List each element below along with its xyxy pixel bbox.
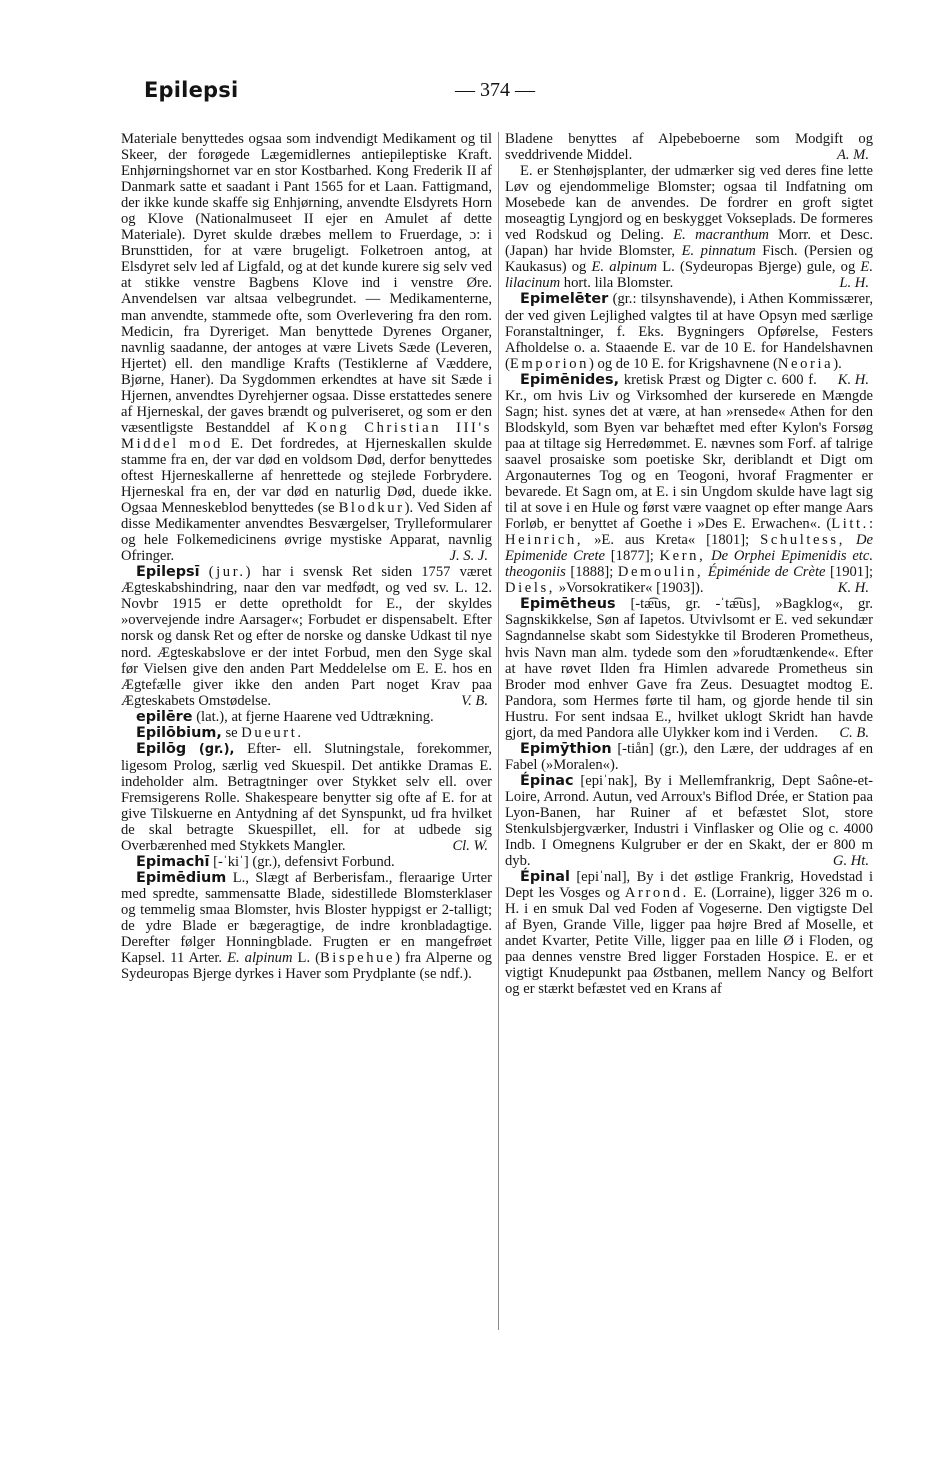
right-column [505, 131, 873, 998]
entry-epinac: Épinac [epiˈnak], By i Mellemfrankrig, Dept Saône-et-Loire, Arrond. Autun, ved Arroux's Biflod Drée, er Station paa Lyon-Banen, har Ruiner af et befæstet Slot, store Stenkulsbjergværker, Industri i Vinflasker og Olie og c. 4000 Indb. I Omegnens Kulgruber er der en Skakt, der er 800 m dyb. G. Ht. [505, 772, 873, 870]
headword: Epilepsī [136, 564, 200, 581]
entry-epilere: epilēre (lat.), at fjerne Haarene ved Udtrækning. [136, 708, 434, 725]
headword: Epimētheus [520, 596, 616, 613]
headword: Epimachī [136, 854, 210, 871]
cross-reference: Arrond. [624, 885, 689, 902]
entry-epimedium-continued: Bladene benyttes af Alpebeboerne som Modgift og sveddrivende Middel. A. M. [505, 131, 873, 164]
entry-epilobium: Epilōbium, se Dueurt. [136, 724, 304, 741]
left-column [121, 131, 492, 982]
author-signature: A. M. [836, 147, 869, 164]
author-signature: K. H. [837, 371, 869, 388]
entry-epimedium-horticulture: E. er Stenhøjsplanter, der udmærker sig ved deres fine lette Løv og ejendommelige Blomster; ogsaa til Indfatning om Mosebede kan de anvendes. De fordrer en groft sigtet moseagtig Lyngjord og en beskygget Vokseplads. De formeres ved Rodskud og Deling. E. macranthum Morr. et Desc. (Japan) har hvide Blomster, E. pinnatum Fisch. (Persien og Kaukasus) og E. alpinum L. (Sydeuropas Bjerge) gule, og E. lilacinum hort. lila Blomster. L. H. [505, 163, 873, 292]
entry-epilepsi-continued: Materiale benyttedes ogsaa som indvendigt Medikament og til Skeer, der forøgede Lægemidlernes antiepileptiske Kraft. Enhjørningshornet var en stor Kostbarhed. Kong Frederik II af Danmark satte et saadant i Pant 1565 for et Laan. Fattigmand, der ikke kunde skaffe sig Enhjørning, anvendte Elsdyrets Horn og Klove (Nationalmuseet II ejer en Amulet af dette Materiale). Dyret skulde dræbes mellem to Fruerdage, ɔ: i Brunsttiden, for at være brugeligt. Folketroen antog, at Elsdyret selv led af Ligfald, og at det kunde kurere sig selv ved at stikke venstre Bagbens Klove ind i venstre Øre. Anvendelsen var altsaa velbegrundet. — Medikamenterne, man anvendte, stammede ofte, som Overlevering fra den rom. Medicin, fra Dyreriget. Man benyttede Dyrenes Organer, navnlig saadanne, der antoges at være Livets Sæde (Leveren, Hjertet) ell. den mandlige Krafts (Testiklerne af Væddere, Bjørne, Haner). Da Sygdommen erkendtes at have sit Sæde i Hjernen, anvendtes Dyrehjerner ogsaa. Disse erstattedes senere af Hjerneskal, der gaves brændt og pulveriseret, og som er den væsentligste Bestanddel af Kong Christian III's Middel mod E. Det fordredes, at Hjerneskallen skulde stamme fra en, der var død en voldsom Død, derfor benyttedes oftest Hjerneskallerne af henrettede og stejlede Forbrydere. Hjerneskal fra en, der var død en naturlig Død, duede ikke. Ogsaa Menneskeblod benyttedes (se Blodkur). Ved Siden af disse Medikamenter anvendtes Besværgelser, Trylleformularer og hele Folkemedicinens øvrige mystiske Apparat, navnlig Ofringer. J. S. J. [121, 131, 492, 565]
author-signature: G. Ht. [832, 853, 869, 870]
entry-epimedium: Epimēdium L., Slægt af Berberisfam., fleraarige Urter med spredte, sammensatte Blade, sidestillede Blomsterklaser og temmelig smaa Blomster, hvis Bloster hyppigst er 2-talligt; de ydre Blade er bægeragtige, de indre kronbladagtige. Derefter følger Honningblade. Frugten er en mangefrøet Kapsel. 11 Arter. E. alpinum L. (Bispehue) fra Alperne og Sydeuropas Bjerge dyrkes i Haver som Prydplante (se ndf.). [121, 870, 492, 983]
entry-epilepsi-jur: Epilepsī (jur.) har i svensk Ret siden 1757 været Ægteskabshindring, naar den var medfødt, og ved sv. L. 12. Novbr 1915 er dette opretholdt for E., der skyldes »overvejende indre Aarsager«; Forbudet er dispensabelt. Efter norsk og dansk Ret og efter de norske og danske Udkast til nye nord. Ægteskabslove er der intet Forbud, men den Syge skal før Vielsen give den anden Part Meddelelse om E. E. hos en Ægtefælle giver ikke den anden Part noget Krav paa Ægteskabets Omstødelse. V. B. [121, 564, 492, 709]
entry-epimenides: Epimēnides, kretisk Præst og Digter c. 600 f. Kr., om hvis Liv og Virksomhed der kurserede en Mængde Sagn; hist. synes det at være, at han »rensede« Athen for den Blodskyld, som Byen var behæftet med efter Kylon's Forsøg paa at tiltage sig Herredømmet. E. nævnes som Forf. af talrige saavel prosaiske som poetiske Skr, deriblandt et Digt om Argonauternes Tog og en Teogoni, hvoraf Fragmenter er bevarede. Et Sagn om, at E. i sin Ungdom skulde have lagt sig til at sove i en Hule og først være vaagnet op efter mange Aars Forløb, er benyttet af Goethe i »Des E. Erwachen«. (Litt.: Heinrich, »E. aus Kreta« [1801]; Schultess, De Epimenide Crete [1877]; Kern, De Orphei Epimenidis etc. theogoniis [1888]; Demoulin, Épiménide de Crète [1901]; Diels, »Vorsokratiker« [1903]). K. H. [505, 371, 873, 597]
cross-reference: Bispehue [319, 950, 396, 967]
headword: Épinac [520, 772, 574, 789]
running-head: Epilepsi [144, 78, 239, 102]
headword: Epilōbium, [136, 724, 222, 741]
author-signature: L. H. [839, 275, 869, 292]
entry-epimythion: Epimȳthion [-tiån] (gr.), den Lære, der uddrages af en Fabel (»Moralen«). [505, 740, 873, 773]
headword: Epimēdium [136, 870, 227, 887]
column-divider [498, 132, 499, 1330]
cross-reference: Blodkur [338, 500, 405, 517]
headword: Epimelēter [520, 291, 609, 308]
headword: Epilōg [136, 740, 187, 757]
entry-epimeleter: Epimelēter (gr.: tilsynshavende), i Athen Kommissærer, der ved given Lejlighed valgtes til at have Opsyn med særlige Foranstaltninger, f. Eks. Bygningers Opførelse, Festers Afholdelse o. a. Staaende E. var de 10 E. for Handelshavnen (Emporion) og de 10 E. for Krigshavnene (Neoria). K. H. [505, 291, 873, 388]
page-header [120, 78, 878, 108]
headword: Epimȳthion [520, 740, 612, 757]
cross-reference: Dueurt. [241, 724, 304, 741]
author-signature: C. B. [839, 724, 869, 741]
entry-epimachi: Epimachī [-ˈkiˈ] (gr.), defensivt Forbund. [136, 854, 395, 871]
author-signature: J. S. J. [449, 548, 488, 565]
entry-epimetheus: Epimētheus [-tæ͡us, gr. -ˈtæ͡us], »Bagklog«, gr. Sagnskikkelse, Søn af Iapetos. Utvivlsomt er E. ved sekundær Sagndannelse skabt som Sidestykke til Broderen Prometheus, hvis Navn man alm. tydede som den »forudtænkende«. Efter at have røvet Ilden fra Himlen advarede Prometheus sin Broder mod enhver Gave fra Zeus. Desuagtet modtog E. Pandora, som Hermes førte til ham, og gjorde hende til sin Hustru. For sent indsaa E., hvilket uklogt Skridt han havde gjort, da med Pandora alle Ulykker kom ind i Verden. C. B. [505, 596, 873, 741]
page-number: — 374 — [455, 79, 535, 101]
author-signature: Cl. W. [452, 838, 488, 855]
author-signature: K. H. [837, 580, 869, 597]
author-signature: V. B. [461, 692, 488, 709]
headword: Epimēnides, [520, 371, 620, 388]
entry-epilog: Epilōg (gr.), Efter- ell. Slutningstale, forekommer, ligesom Prolog, særlig ved Skuespil. Det antikke Dramas E. indeholder alm. Betragtninger over Stykket selv ell. over Fremsigerens Rolle. Shakespeare benytter sig ofte af E. for at give Tilskuerne en Antydning af det Synspunkt, ud fra hvilket de skal betragte Skuespillet, ell. for at udbede sig Overbærenhed med Stykkets Mangler. Cl. W. [121, 740, 492, 855]
entry-epinal: Épinal [epiˈnal], By i det østlige Frankrig, Hovedstad i Dept les Vosges og Arrond. E. (Lorraine), ligger 326 m o. H. i en smuk Dal ved Foden af Vogeserne. Den vigtigste Del af Byen, Grande Ville, ligger paa højre Bred af Moselle, et andet Kvarter, Petite Ville, ligger paa en lille Ø i Floden, og paa dennes venstre Bred ligger Forstaden Hospice. E. er et vigtigt Knudepunkt paa Østbanen, mellem Nancy og Belfort og er stærkt befæstet ved en Krans af [505, 869, 873, 998]
headword: epilēre [136, 708, 193, 725]
headword: Épinal [520, 869, 570, 886]
